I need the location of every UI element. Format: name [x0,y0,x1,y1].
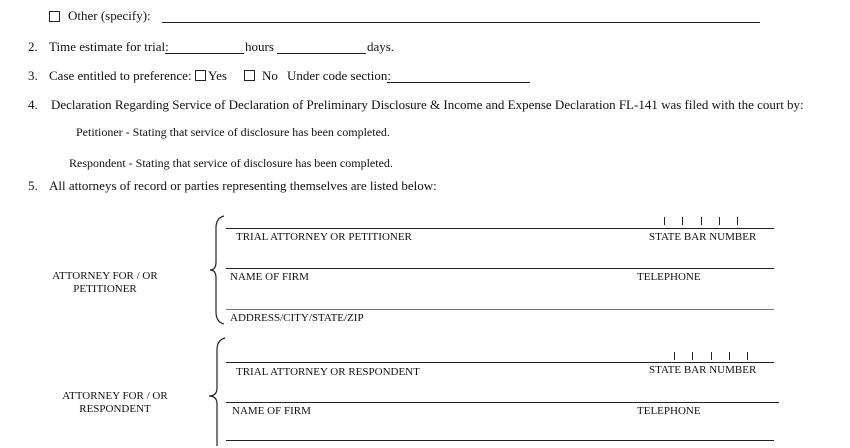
petitioner-telephone-label: TELEPHONE [637,271,701,283]
petitioner-address-label: ADDRESS/CITY/STATE/ZIP [230,312,364,324]
other-specify-field[interactable] [162,22,760,23]
declaration-label: Declaration Regarding Service of Declaration of Preliminary Disclosure & Income and Expense Declaration FL-141 was filed with the court by: [51,97,804,112]
hours-field[interactable] [165,53,244,54]
respondent-address-field[interactable] [226,440,774,441]
respondent-trial-attorney-label: TRIAL ATTORNEY OR RESPONDENT [236,366,420,378]
days-field[interactable] [277,53,366,54]
trial-estimate-label: Time estimate for trial: [49,39,169,54]
petitioner-heading-line1: ATTORNEY FOR / OR [52,270,158,282]
other-checkbox[interactable] [49,11,60,22]
preference-yes-checkbox[interactable] [195,70,206,81]
preference-no-checkbox[interactable] [244,70,255,81]
respondent-heading-line2: RESPONDENT [79,403,151,415]
respondent-heading [40,390,190,416]
respondent-firm-label: NAME OF FIRM [232,405,311,417]
days-label: days. [367,39,395,54]
petitioner-trial-attorney-label: TRIAL ATTORNEY OR PETITIONER [236,231,412,243]
petitioner-heading-line2: PETITIONER [73,283,137,295]
code-section-field[interactable] [387,82,530,83]
petitioner-firm-label: NAME OF FIRM [230,271,309,283]
petitioner-state-bar-label: STATE BAR NUMBER [649,231,757,243]
petitioner-trial-attorney-field[interactable] [226,228,774,229]
preference-yes-label: Yes [208,68,227,83]
respondent-telephone-label: TELEPHONE [637,405,701,417]
item-5-number: 5. [28,178,38,193]
preference-no-label: No [262,68,278,83]
other-label: Other (specify): [68,8,151,23]
code-section-label: Under code section: [287,68,391,83]
hours-label: hours [245,39,274,54]
preference-label: Case entitled to preference: [49,68,192,83]
item-4-number: 4. [28,97,38,112]
respondent-firm-field[interactable] [226,402,779,403]
respondent-trial-attorney-field[interactable] [226,362,774,363]
respondent-heading-line1: ATTORNEY FOR / OR [62,390,168,402]
petitioner-address-field[interactable] [226,309,774,310]
petitioner-brace [208,214,228,326]
respondent-state-bar-label: STATE BAR NUMBER [649,364,757,376]
item-3-number: 3. [28,68,38,83]
petitioner-firm-field[interactable] [226,268,774,269]
petitioner-heading [40,270,170,296]
respondent-disclosure-option[interactable]: Respondent - Stating that service of disclosure has been completed. [69,156,393,170]
attorneys-label: All attorneys of record or parties representing themselves are listed below: [49,178,437,193]
petitioner-disclosure-option[interactable]: Petitioner - Stating that service of disclosure has been completed. [76,125,390,139]
item-2-number: 2. [28,39,38,54]
respondent-brace [207,336,229,448]
